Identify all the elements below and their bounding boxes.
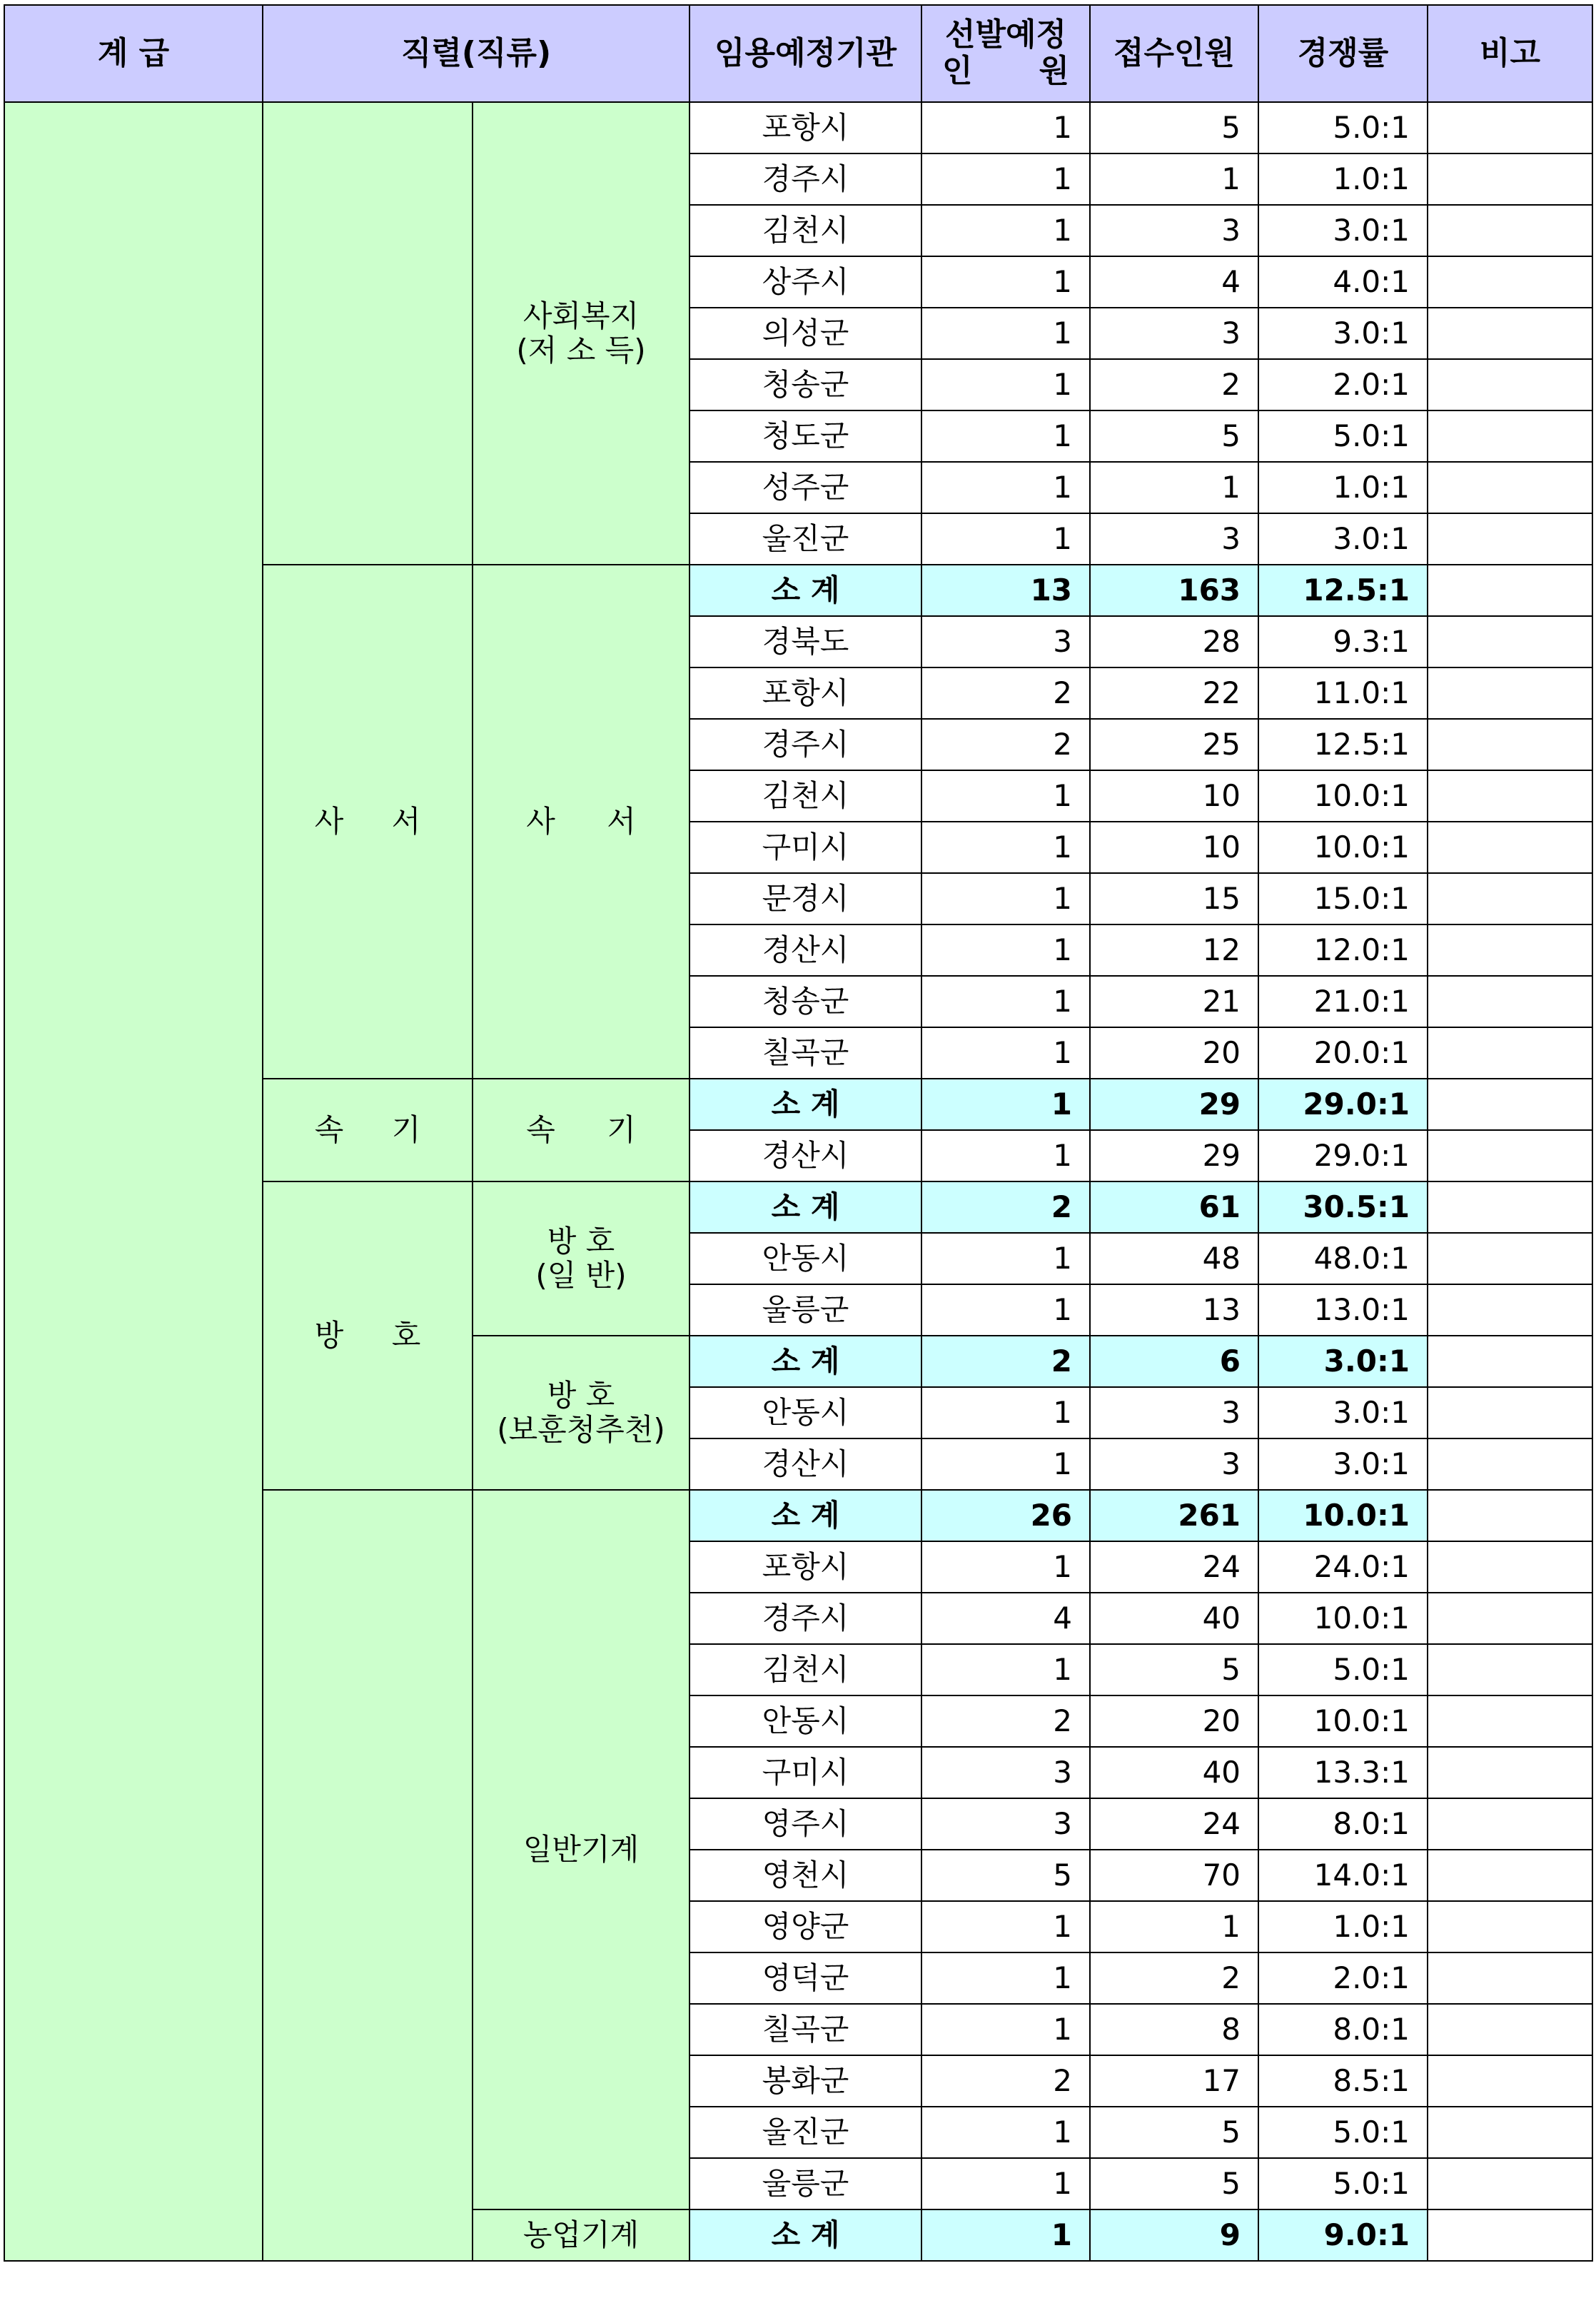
agency-cell: 상주시 — [690, 256, 921, 308]
remark-cell — [1428, 1747, 1592, 1798]
header-position: 직렬(직류) — [263, 5, 690, 102]
remark-cell — [1428, 1079, 1592, 1130]
remark-cell — [1428, 667, 1592, 719]
remark-cell — [1428, 770, 1592, 822]
header-agency: 임용예정기관 — [690, 5, 921, 102]
agency-cell: 소 계 — [690, 1079, 921, 1130]
planned-cell: 1 — [921, 153, 1090, 205]
agency-cell: 의성군 — [690, 308, 921, 359]
remark-cell — [1428, 1541, 1592, 1593]
agency-cell: 포항시 — [690, 667, 921, 719]
mechanic-series-cell — [263, 1490, 473, 2261]
stenographer-series-char-1: 기 — [391, 1112, 421, 1147]
applicants-cell: 20 — [1090, 1695, 1258, 1747]
remark-cell — [1428, 462, 1592, 513]
mechanic-agri-cell — [473, 2209, 690, 2261]
ratio-cell: 3.0:1 — [1258, 1438, 1428, 1490]
applicants-cell: 2 — [1090, 359, 1258, 410]
guard-general-label: 방 호 (일 반) — [535, 1223, 627, 1293]
applicants-cell: 29 — [1090, 1079, 1258, 1130]
stenographer-series-cell — [263, 1079, 473, 1181]
agency-cell: 칠곡군 — [690, 2004, 921, 2055]
ratio-cell: 13.0:1 — [1258, 1284, 1428, 1336]
remark-cell — [1428, 1593, 1592, 1644]
remark-cell — [1428, 1901, 1592, 1952]
planned-cell: 3 — [921, 1798, 1090, 1850]
applicants-cell: 3 — [1090, 1438, 1258, 1490]
librarian-class-char-1: 서 — [607, 803, 636, 839]
ratio-cell: 13.3:1 — [1258, 1747, 1428, 1798]
guard-series-char-1: 호 — [391, 1317, 421, 1353]
planned-cell: 1 — [921, 1079, 1090, 1130]
applicants-cell: 3 — [1090, 308, 1258, 359]
applicants-cell: 24 — [1090, 1798, 1258, 1850]
agency-cell: 울진군 — [690, 2107, 921, 2158]
ratio-cell: 8.5:1 — [1258, 2055, 1428, 2107]
mechanic-agri-label: 농업기계 — [522, 2217, 640, 2252]
mechanic-general-label: 일반기계 — [522, 1831, 640, 1867]
applicants-cell: 3 — [1090, 1387, 1258, 1438]
agency-cell: 울진군 — [690, 513, 921, 565]
remark-cell — [1428, 1181, 1592, 1233]
applicants-cell: 10 — [1090, 770, 1258, 822]
planned-cell: 2 — [921, 719, 1090, 770]
agency-cell: 포항시 — [690, 1541, 921, 1593]
agency-cell: 칠곡군 — [690, 1027, 921, 1079]
planned-cell: 2 — [921, 667, 1090, 719]
remark-cell — [1428, 1490, 1592, 1541]
ratio-cell: 29.0:1 — [1258, 1130, 1428, 1181]
agency-cell: 청도군 — [690, 410, 921, 462]
planned-cell: 1 — [921, 2004, 1090, 2055]
remark-cell — [1428, 102, 1592, 153]
agency-cell: 경북도 — [690, 616, 921, 667]
recruitment-results-table — [4, 4, 1593, 2262]
ratio-cell: 8.0:1 — [1258, 2004, 1428, 2055]
ratio-cell: 3.0:1 — [1258, 513, 1428, 565]
applicants-cell: 2 — [1090, 1952, 1258, 2004]
agency-cell: 김천시 — [690, 205, 921, 256]
remark-cell — [1428, 410, 1592, 462]
welfare-series-cell — [263, 102, 473, 565]
planned-cell: 1 — [921, 770, 1090, 822]
planned-cell: 2 — [921, 1695, 1090, 1747]
planned-cell: 1 — [921, 822, 1090, 873]
planned-cell: 3 — [921, 616, 1090, 667]
remark-cell — [1428, 205, 1592, 256]
ratio-cell: 12.0:1 — [1258, 924, 1428, 976]
applicants-cell: 5 — [1090, 102, 1258, 153]
applicants-cell: 4 — [1090, 256, 1258, 308]
remark-cell — [1428, 976, 1592, 1027]
ratio-cell: 48.0:1 — [1258, 1233, 1428, 1284]
stenographer-series-label — [269, 1113, 466, 1147]
applicants-cell: 29 — [1090, 1130, 1258, 1181]
agency-cell: 성주군 — [690, 462, 921, 513]
applicants-cell: 1 — [1090, 462, 1258, 513]
planned-cell: 1 — [921, 1901, 1090, 1952]
remark-cell — [1428, 2107, 1592, 2158]
agency-cell: 청송군 — [690, 976, 921, 1027]
applicants-cell: 5 — [1090, 1644, 1258, 1695]
remark-cell — [1428, 308, 1592, 359]
agency-cell: 소 계 — [690, 2209, 921, 2261]
applicants-cell: 17 — [1090, 2055, 1258, 2107]
agency-cell: 울릉군 — [690, 1284, 921, 1336]
remark-cell — [1428, 1850, 1592, 1901]
applicants-cell: 24 — [1090, 1541, 1258, 1593]
header-planned — [921, 5, 1090, 102]
stenographer-class-cell — [473, 1079, 690, 1181]
planned-cell: 1 — [921, 873, 1090, 924]
remark-cell — [1428, 513, 1592, 565]
librarian-series-char-1: 서 — [391, 803, 421, 839]
remark-cell — [1428, 2004, 1592, 2055]
planned-cell: 1 — [921, 462, 1090, 513]
applicants-cell: 10 — [1090, 822, 1258, 873]
applicants-cell: 21 — [1090, 976, 1258, 1027]
ratio-cell: 10.0:1 — [1258, 770, 1428, 822]
planned-cell: 26 — [921, 1490, 1090, 1541]
remark-cell — [1428, 924, 1592, 976]
librarian-series-label — [269, 805, 466, 839]
agency-cell: 안동시 — [690, 1387, 921, 1438]
applicants-cell: 70 — [1090, 1850, 1258, 1901]
ratio-cell: 9.0:1 — [1258, 2209, 1428, 2261]
applicants-cell: 1 — [1090, 153, 1258, 205]
header-row — [4, 5, 1592, 102]
remark-cell — [1428, 1387, 1592, 1438]
planned-cell: 1 — [921, 256, 1090, 308]
applicants-cell: 15 — [1090, 873, 1258, 924]
planned-cell: 2 — [921, 1336, 1090, 1387]
planned-cell: 1 — [921, 410, 1090, 462]
planned-cell: 1 — [921, 976, 1090, 1027]
applicants-cell: 5 — [1090, 410, 1258, 462]
planned-cell: 1 — [921, 1644, 1090, 1695]
ratio-cell: 10.0:1 — [1258, 1695, 1428, 1747]
agency-cell: 청송군 — [690, 359, 921, 410]
remark-cell — [1428, 1438, 1592, 1490]
ratio-cell: 1.0:1 — [1258, 1901, 1428, 1952]
applicants-cell: 40 — [1090, 1747, 1258, 1798]
remark-cell — [1428, 822, 1592, 873]
applicants-cell: 13 — [1090, 1284, 1258, 1336]
guard-general-cell — [473, 1181, 690, 1336]
ratio-cell: 10.0:1 — [1258, 1490, 1428, 1541]
planned-cell: 3 — [921, 1747, 1090, 1798]
agency-cell: 김천시 — [690, 770, 921, 822]
applicants-cell: 9 — [1090, 2209, 1258, 2261]
applicants-cell: 5 — [1090, 2158, 1258, 2209]
applicants-cell: 20 — [1090, 1027, 1258, 1079]
planned-cell: 1 — [921, 1130, 1090, 1181]
planned-cell: 1 — [921, 1541, 1090, 1593]
planned-cell: 5 — [921, 1850, 1090, 1901]
agency-cell: 경주시 — [690, 1593, 921, 1644]
agency-cell: 경주시 — [690, 719, 921, 770]
planned-cell: 1 — [921, 2107, 1090, 2158]
planned-cell: 13 — [921, 565, 1090, 616]
agency-cell: 영천시 — [690, 1850, 921, 1901]
remark-cell — [1428, 1233, 1592, 1284]
agency-cell: 안동시 — [690, 1695, 921, 1747]
guard-series-char-0: 방 — [314, 1317, 344, 1353]
ratio-cell: 29.0:1 — [1258, 1079, 1428, 1130]
remark-cell — [1428, 1952, 1592, 2004]
remark-cell — [1428, 359, 1592, 410]
header-planned-line2-b: 원 — [1039, 53, 1070, 89]
planned-cell: 1 — [921, 1387, 1090, 1438]
planned-cell: 1 — [921, 102, 1090, 153]
remark-cell — [1428, 153, 1592, 205]
ratio-cell: 20.0:1 — [1258, 1027, 1428, 1079]
ratio-cell: 5.0:1 — [1258, 1644, 1428, 1695]
ratio-cell: 5.0:1 — [1258, 102, 1428, 153]
librarian-series-cell — [263, 565, 473, 1079]
agency-cell: 구미시 — [690, 822, 921, 873]
ratio-cell: 3.0:1 — [1258, 1336, 1428, 1387]
header-applicants: 접수인원 — [1090, 5, 1258, 102]
ratio-cell: 10.0:1 — [1258, 822, 1428, 873]
remark-cell — [1428, 1284, 1592, 1336]
planned-cell: 1 — [921, 1233, 1090, 1284]
librarian-class-char-0: 사 — [526, 803, 555, 839]
applicants-cell: 40 — [1090, 1593, 1258, 1644]
header-remarks: 비고 — [1428, 5, 1592, 102]
stenographer-class-char-1: 기 — [607, 1112, 636, 1147]
librarian-class-cell — [473, 565, 690, 1079]
applicants-cell: 5 — [1090, 2107, 1258, 2158]
header-ratio: 경쟁률 — [1258, 5, 1428, 102]
remark-cell — [1428, 1695, 1592, 1747]
remark-cell — [1428, 873, 1592, 924]
planned-cell: 1 — [921, 1438, 1090, 1490]
table-row — [4, 102, 1592, 153]
guard-veterans-label: 방 호 (보훈청추천) — [497, 1377, 665, 1447]
stenographer-series-char-0: 속 — [314, 1112, 344, 1147]
planned-cell: 1 — [921, 924, 1090, 976]
applicants-cell: 3 — [1090, 513, 1258, 565]
planned-cell: 1 — [921, 1284, 1090, 1336]
stenographer-class-label — [479, 1113, 683, 1147]
agency-cell: 경산시 — [690, 1438, 921, 1490]
grade-cell — [4, 102, 263, 2261]
agency-cell: 문경시 — [690, 873, 921, 924]
agency-cell: 포항시 — [690, 102, 921, 153]
planned-cell: 1 — [921, 1027, 1090, 1079]
remark-cell — [1428, 2209, 1592, 2261]
guard-series-label — [269, 1319, 466, 1353]
ratio-cell: 3.0:1 — [1258, 205, 1428, 256]
ratio-cell: 14.0:1 — [1258, 1850, 1428, 1901]
remark-cell — [1428, 719, 1592, 770]
ratio-cell: 8.0:1 — [1258, 1798, 1428, 1850]
ratio-cell: 1.0:1 — [1258, 462, 1428, 513]
agency-cell: 영덕군 — [690, 1952, 921, 2004]
applicants-cell: 6 — [1090, 1336, 1258, 1387]
remark-cell — [1428, 1644, 1592, 1695]
remark-cell — [1428, 616, 1592, 667]
ratio-cell: 5.0:1 — [1258, 2158, 1428, 2209]
ratio-cell: 24.0:1 — [1258, 1541, 1428, 1593]
remark-cell — [1428, 256, 1592, 308]
ratio-cell: 2.0:1 — [1258, 1952, 1428, 2004]
ratio-cell: 1.0:1 — [1258, 153, 1428, 205]
guard-veterans-cell — [473, 1336, 690, 1490]
agency-cell: 소 계 — [690, 565, 921, 616]
agency-cell: 봉화군 — [690, 2055, 921, 2107]
remark-cell — [1428, 2158, 1592, 2209]
agency-cell: 경주시 — [690, 153, 921, 205]
agency-cell: 김천시 — [690, 1644, 921, 1695]
ratio-cell: 9.3:1 — [1258, 616, 1428, 667]
header-planned-line2-a: 인 — [942, 53, 973, 89]
planned-cell: 1 — [921, 205, 1090, 256]
applicants-cell: 25 — [1090, 719, 1258, 770]
agency-cell: 경산시 — [690, 924, 921, 976]
header-planned-line1: 선발예정 — [945, 16, 1067, 54]
remark-cell — [1428, 1798, 1592, 1850]
planned-cell: 4 — [921, 1593, 1090, 1644]
agency-cell: 소 계 — [690, 1181, 921, 1233]
agency-cell: 영양군 — [690, 1901, 921, 1952]
ratio-cell: 12.5:1 — [1258, 719, 1428, 770]
applicants-cell: 61 — [1090, 1181, 1258, 1233]
planned-cell: 1 — [921, 513, 1090, 565]
planned-cell: 1 — [921, 2209, 1090, 2261]
guard-series-cell — [263, 1181, 473, 1490]
planned-cell: 1 — [921, 1952, 1090, 2004]
ratio-cell: 3.0:1 — [1258, 1387, 1428, 1438]
librarian-series-char-0: 사 — [314, 803, 344, 839]
stenographer-class-char-0: 속 — [526, 1112, 555, 1147]
applicants-cell: 261 — [1090, 1490, 1258, 1541]
applicants-cell: 48 — [1090, 1233, 1258, 1284]
mechanic-general-cell — [473, 1490, 690, 2209]
planned-cell: 2 — [921, 2055, 1090, 2107]
remark-cell — [1428, 1027, 1592, 1079]
welfare-sub-cell — [473, 102, 690, 565]
applicants-cell: 163 — [1090, 565, 1258, 616]
header-grade: 계 급 — [4, 5, 263, 102]
remark-cell — [1428, 2055, 1592, 2107]
applicants-cell: 1 — [1090, 1901, 1258, 1952]
ratio-cell: 10.0:1 — [1258, 1593, 1428, 1644]
ratio-cell: 5.0:1 — [1258, 410, 1428, 462]
welfare-sub-label: 사회복지 (저 소 득) — [516, 298, 646, 368]
agency-cell: 소 계 — [690, 1490, 921, 1541]
agency-cell: 안동시 — [690, 1233, 921, 1284]
applicants-cell: 12 — [1090, 924, 1258, 976]
agency-cell: 영주시 — [690, 1798, 921, 1850]
applicants-cell: 8 — [1090, 2004, 1258, 2055]
ratio-cell: 21.0:1 — [1258, 976, 1428, 1027]
planned-cell: 2 — [921, 1181, 1090, 1233]
ratio-cell: 3.0:1 — [1258, 308, 1428, 359]
ratio-cell: 2.0:1 — [1258, 359, 1428, 410]
remark-cell — [1428, 1336, 1592, 1387]
planned-cell: 1 — [921, 359, 1090, 410]
applicants-cell: 3 — [1090, 205, 1258, 256]
agency-cell: 경산시 — [690, 1130, 921, 1181]
ratio-cell: 4.0:1 — [1258, 256, 1428, 308]
agency-cell: 소 계 — [690, 1336, 921, 1387]
agency-cell: 구미시 — [690, 1747, 921, 1798]
remark-cell — [1428, 1130, 1592, 1181]
ratio-cell: 30.5:1 — [1258, 1181, 1428, 1233]
ratio-cell: 15.0:1 — [1258, 873, 1428, 924]
applicants-cell: 22 — [1090, 667, 1258, 719]
ratio-cell: 12.5:1 — [1258, 565, 1428, 616]
ratio-cell: 5.0:1 — [1258, 2107, 1428, 2158]
librarian-class-label — [479, 805, 683, 839]
planned-cell: 1 — [921, 308, 1090, 359]
ratio-cell: 11.0:1 — [1258, 667, 1428, 719]
agency-cell: 울릉군 — [690, 2158, 921, 2209]
remark-cell — [1428, 565, 1592, 616]
applicants-cell: 28 — [1090, 616, 1258, 667]
planned-cell: 1 — [921, 2158, 1090, 2209]
